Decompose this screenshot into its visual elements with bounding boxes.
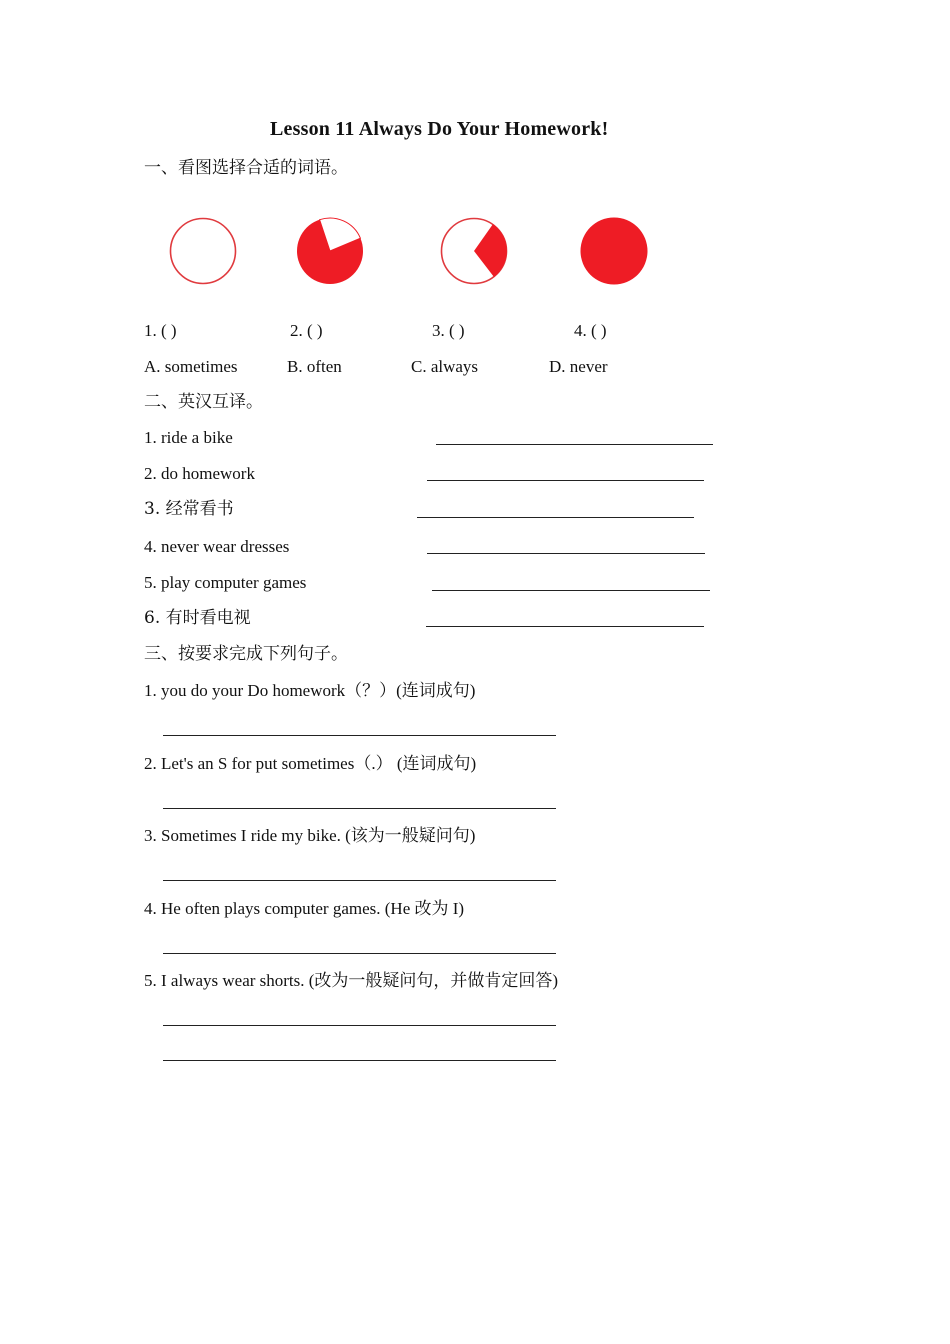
sentence-item-5: 5. I always wear shorts. (改为一般疑问句，并做肯定回答) [144, 971, 559, 990]
page-title: Lesson 11 Always Do Your Homework! [270, 118, 609, 140]
sentence-item-4: 4. He often plays computer games. (He 改为 I) [144, 899, 465, 918]
answer-line-5[interactable] [432, 590, 710, 591]
sentence-item-1: 1. you do your Do homework（？）(连词成句) [144, 681, 476, 700]
answer-line-4[interactable] [427, 553, 705, 554]
pie-chart-2 [295, 216, 365, 286]
answer-line-2[interactable] [427, 480, 704, 481]
question-2: 2. ( ) [290, 321, 323, 340]
translate-item-3: 3. 经常看书 [144, 499, 234, 519]
sentence-answer-line-5b[interactable] [163, 1060, 556, 1061]
pie-chart-1 [168, 216, 238, 286]
answer-line-1[interactable] [436, 444, 713, 445]
sentence-item-2: 2. Let's an S for put sometimes（.） (连词成句) [144, 754, 477, 773]
option-a: A. sometimes [144, 357, 238, 376]
pie-empty-icon [168, 216, 238, 286]
translate-item-1: 1. ride a bike [144, 428, 233, 447]
sentence-answer-line-5a[interactable] [163, 1025, 556, 1026]
question-1: 1. ( ) [144, 321, 177, 340]
pie-chart-3 [439, 216, 509, 286]
sentence-answer-line-3[interactable] [163, 880, 556, 881]
option-c: C. always [411, 357, 479, 376]
section2-heading: 二、英汉互译。 [144, 392, 263, 412]
pie-chart-4 [579, 216, 649, 286]
sentence-answer-line-2[interactable] [163, 808, 556, 809]
option-b: B. often [287, 357, 342, 376]
answer-line-6[interactable] [426, 626, 704, 627]
translate-item-2: 2. do homework [144, 464, 255, 483]
pie-always-icon [579, 216, 649, 286]
question-4: 4. ( ) [574, 321, 607, 340]
translate-item-4: 4. never wear dresses [144, 537, 290, 556]
sentence-answer-line-1[interactable] [163, 735, 556, 736]
answer-line-3[interactable] [417, 517, 694, 518]
question-3: 3. ( ) [432, 321, 465, 340]
translate-item-6: 6. 有时看电视 [144, 608, 251, 628]
section1-heading: 一、看图选择合适的词语。 [144, 158, 348, 178]
section3-heading: 三、按要求完成下列句子。 [144, 644, 348, 664]
pie-often-icon [295, 216, 365, 286]
pie-sometimes-icon [439, 216, 509, 286]
sentence-answer-line-4[interactable] [163, 953, 556, 954]
translate-item-5: 5. play computer games [144, 573, 307, 592]
option-d: D. never [549, 357, 608, 376]
sentence-item-3: 3. Sometimes I ride my bike. (该为一般疑问句) [144, 826, 476, 845]
